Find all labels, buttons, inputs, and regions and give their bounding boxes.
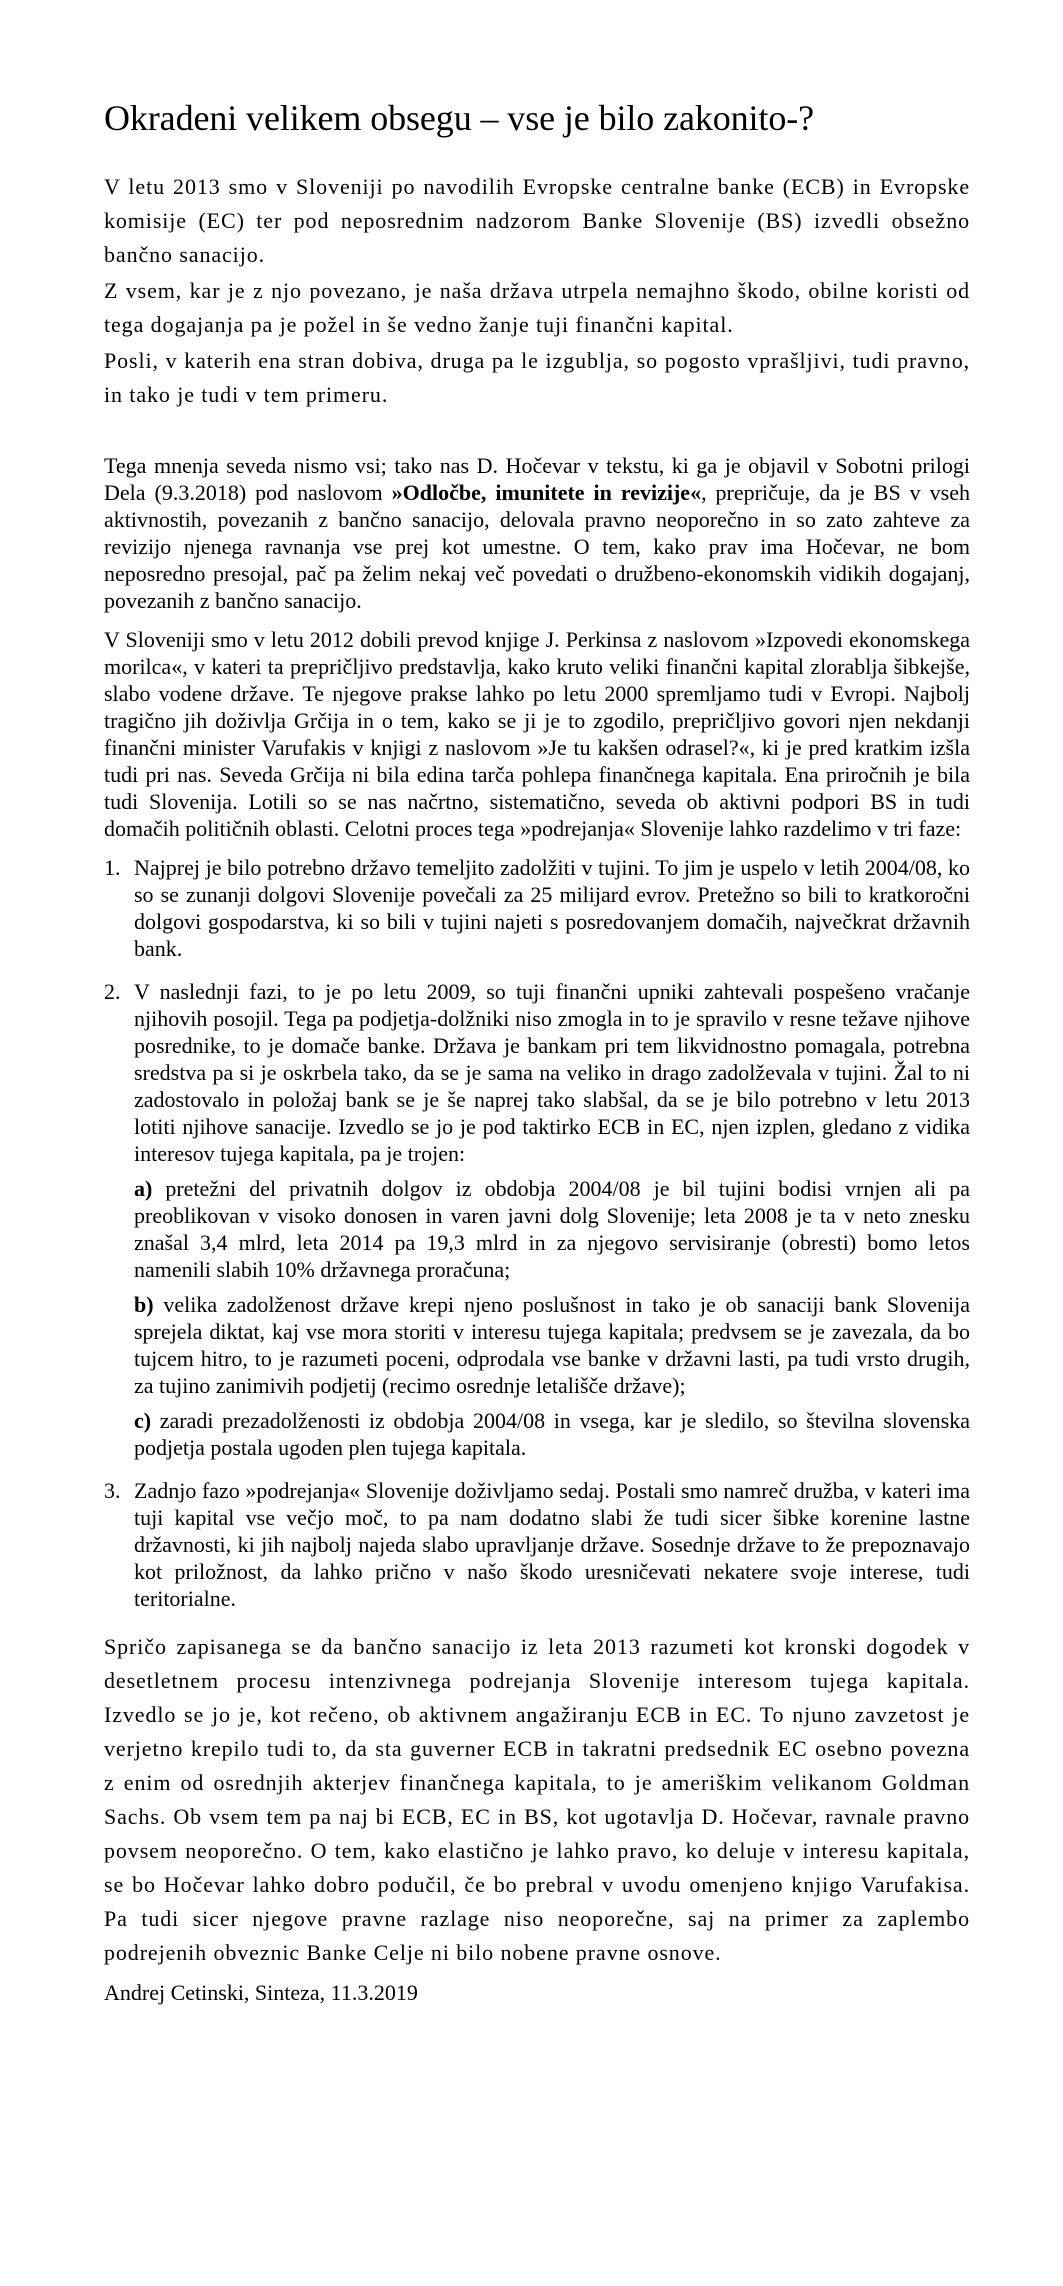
intro-section <box>104 170 970 412</box>
paragraph-text: Tega mnenja seveda nismo vsi; tako nas D. Hočevar v tekstu, ki ga je objavil v Sobotni prilogi Dela (9.3.2018) pod naslovom <box>104 453 970 505</box>
author-signature: Andrej Cetinski, Sinteza, 11.3.2019 <box>104 1980 418 2005</box>
intro-paragraph: V letu 2013 smo v Sloveniji po navodilih Evropske centralne banke (ECB) in Evropske komisije (EC) ter pod neposrednim nadzorom Banke Slovenije (BS) izvedli obsežno bančno sanacijo. <box>104 174 970 267</box>
list-item <box>104 854 970 962</box>
list-number: 3. <box>104 1478 121 1503</box>
list-item <box>104 1477 970 1612</box>
intro-paragraph: Posli, v katerih ena stran dobiva, druga pa le izgublja, so pogosto vprašljivi, tudi pravno, in tako je tudi v tem primeru. <box>104 348 970 407</box>
sub-item-tag: b) <box>134 1292 154 1317</box>
list-item-text: Zadnjo fazo »podrejanja« Slovenije doživljamo sedaj. Postali smo namreč družba, v kateri ima tuji kapital vse večjo moč, to pa nam dodatno slabi že tudi sicer šibke korenine lastne državnosti, ki jih najbolj najeda slabo upravljanje države. Sosednje države to že prepoznavajo kot priložnost, da lahko prično v našo škodo uresničevati nekatere svoje interese, tudi teritorialne. <box>134 1478 970 1611</box>
sub-item-text: zaradi prezadolženosti iz obdobja 2004/08 in vsega, kar je sledilo, so številna slovenska podjetja postala ugoden plen tujega kapitala. <box>134 1408 970 1460</box>
closing-section <box>104 1630 970 1970</box>
list-item-text: V naslednji fazi, to je po letu 2009, so tuji finančni upniki zahtevali pospešeno vračanje njihovih posojil. Tega pa podjetja-dolžniki niso zmogla in to je spravilo v resne težave njihove posrednike, to je domače banke. Država je bankam pri tem likvidnostno pomagala, potrebna sredstva pa si je oskrbela tako, da se je sama na veliko in drago zadolževala v tujini. Žal to ni zadostovalo in položaj bank se je še naprej tako slabšal, da se je bilo potrebno v letu 2013 lotiti njihove sanacije. Izvedlo se jo je pod taktirko ECB in EC, njen izplen, gledano z vidika interesov tujega kapitala, pa je trojen: <box>134 979 970 1166</box>
closing-paragraph: Spričo zapisanega se da bančno sanacijo iz leta 2013 razumeti kot kronski dogodek v desetletnem procesu intenzivnega podrejanja Slovenije interesom tujega kapitala. Izvedlo se jo je, kot rečeno, ob aktivnem angažiranju ECB in EC. To njuno zavzetost je verjetno krepilo tudi to, da sta guverner ECB in takratni predsednik EC osebno povezna z enim od osrednjih akterjev finančnega kapitala, to je ameriškim velikanom Goldman Sachs. Ob vsem tem pa naj bi ECB, EC in BS, kot ugotavlja D. Hočevar, ravnale pravno povsem neoporečno. O tem, kako elastično je lahko pravo, ko deluje v interesu kapitala, se bo Hočevar lahko dobro podučil, če bo prebral v uvodu omenjeno knjigo Varufakisa. Pa tudi sicer njegove pravne razlage niso neoporečne, saj na primer za zaplembo podrejenih obveznic Banke Celje ni bilo nobene pravne osnove. <box>104 1634 970 1965</box>
paragraph-text: , prepričuje, da je BS v vseh aktivnostih, povezanih z bančno sanacijo, delovala pravno neoporečno in so zato zahteve za revizijo njenega ravnanja vse prej kot umestne. O tem, kako prav ima Hočevar, ne bom neposredno presojal, pač pa želim nekaj več povedati o družbeno-ekonomskih vidikih dogajanj, povezanih z bančno sanacijo. <box>104 480 970 613</box>
article-title: Okradeni velikem obsegu – vse je bilo zakonito-? <box>104 98 814 138</box>
body-section <box>104 452 970 1612</box>
document-page <box>104 96 970 2008</box>
sub-item <box>134 1291 970 1399</box>
article-reference: »Odločbe, imunitete in revizije« <box>391 480 702 505</box>
sub-item-text: pretežni del privatnih dolgov iz obdobja 2004/08 je bil tujini bodisi vrnjen ali pa preoblikovan v visoko donosen in varen javni dolg Slovenije; leta 2008 je ta v neto znesku znašal 3,4 mlrd, leta 2014 pa 19,3 mlrd in za njegovo servisiranje (obresti) bomo letos namenili slabih 10% državnega proračuna; <box>134 1176 970 1282</box>
sub-item-tag: a) <box>134 1176 153 1201</box>
body-paragraph <box>104 452 970 614</box>
list-item-text: Najprej je bilo potrebno državo temeljito zadolžiti v tujini. To jim je uspelo v letih 2004/08, ko so se zunanji dolgovi Slovenije povečali za 25 milijard evrov. Pretežno so bili to kratkoročni dolgovi gospodarstva, ki so bili v tujini najeti s posredovanjem domačih, največkrat državnih bank. <box>134 855 970 961</box>
list-number: 1. <box>104 855 121 880</box>
list-number: 2. <box>104 979 121 1004</box>
body-paragraph: V Sloveniji smo v letu 2012 dobili prevod knjige J. Perkinsa z naslovom »Izpovedi ekonomskega morilca«, v kateri ta prepričljivo predstavlja, kako kruto veliki finančni kapital zlorablja šibkejše, slabo vodene države. Te njegove prakse lahko po letu 2000 spremljamo tudi v Evropi. Najbolj tragično jih doživlja Grčija in o tem, kako se ji je to zgodilo, prepričljivo govori njen nekdanji finančni minister Varufakis v knjigi z naslovom »Je tu kakšen odrasel?«, ki je pred kratkim izšla tudi pri nas. Seveda Grčija ni bila edina tarča pohlepa finančnega kapitala. Ena priročnih je bila tudi Slovenija. Lotili so se nas načrtno, sistematično, seveda ob aktivni podpori BS in tudi domačih političnih oblasti. Celotni proces tega »podrejanja« Slovenije lahko razdelimo v tri faze: <box>104 627 970 841</box>
phases-list <box>104 854 970 1612</box>
list-item <box>104 978 970 1461</box>
sub-item-tag: c) <box>134 1408 152 1433</box>
sub-item-text: velika zadolženost države krepi njeno poslušnost in tako je ob sanaciji bank Slovenija sprejela diktat, kaj vse mora storiti v interesu tujega kapitala; predvsem se je zavezala, da bo tujcem hitro, to je razumeti poceni, odprodala vse banke v državni lasti, pa tudi vrsto drugih, za tujino zanimivih podjetij (recimo osrednje letališče države); <box>134 1292 970 1398</box>
sub-item <box>134 1175 970 1283</box>
sub-item <box>134 1407 970 1461</box>
intro-paragraph: Z vsem, kar je z njo povezano, je naša država utrpela nemajhno škodo, obilne koristi od tega dogajanja pa je požel in še vedno žanje tuji finančni kapital. <box>104 278 970 337</box>
